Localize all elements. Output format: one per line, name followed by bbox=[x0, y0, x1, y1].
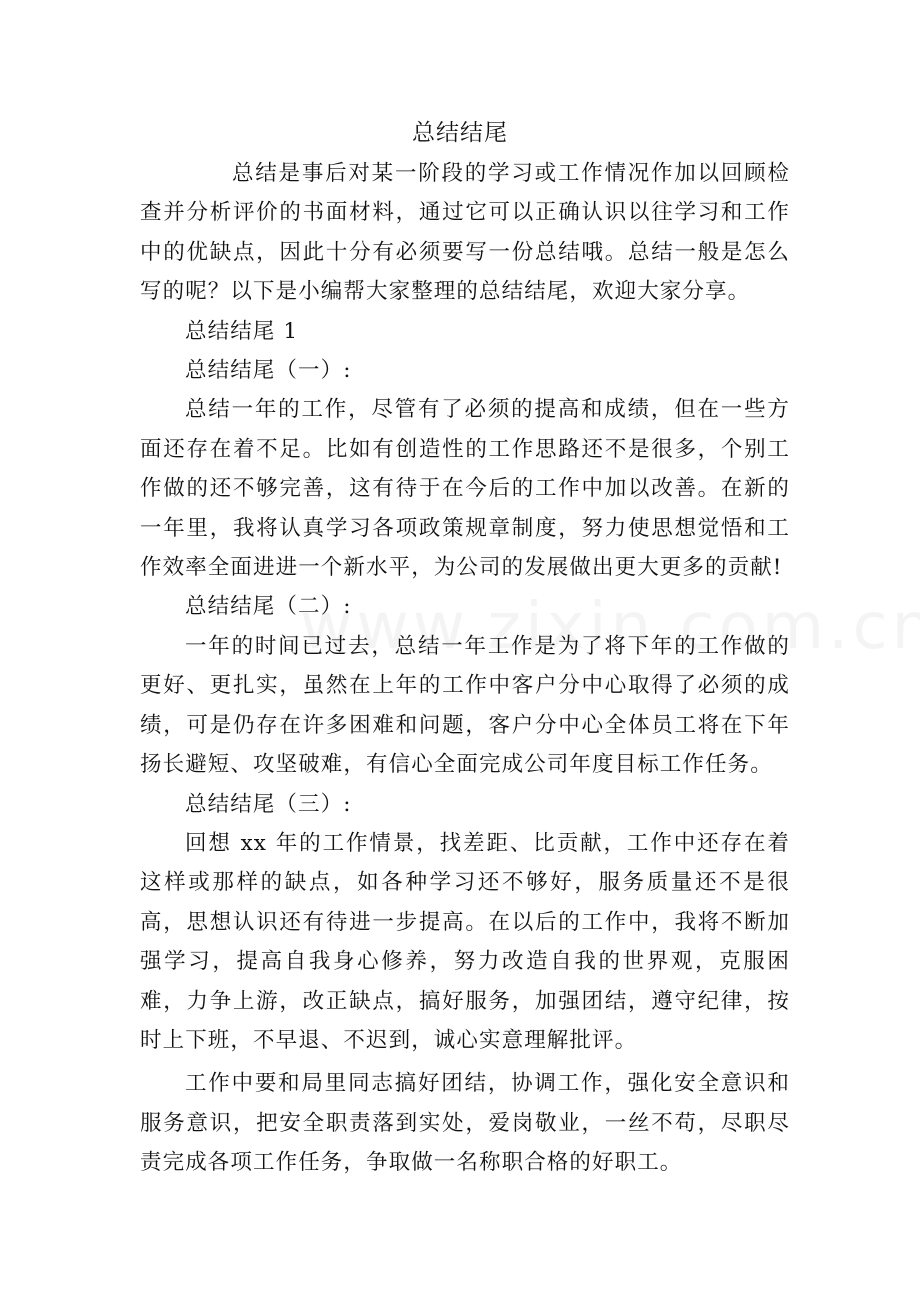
document-title: 总结结尾 bbox=[412, 120, 508, 146]
section-heading-1: 总结结尾 1 bbox=[185, 318, 299, 344]
document-body bbox=[140, 154, 790, 1183]
intro-paragraph: 总结是事后对某一阶段的学习或工作情况作加以回顾检查并分析评价的书面材料，通过它可以正确认识以往学习和工作中的优缺点，因此十分有必须要写一份总结哦。总结一般是怎么写的呢？以下是小编帮大家整理的总结结尾，欢迎大家分享。 bbox=[140, 161, 790, 305]
subsection-heading-three: 总结结尾（三）: bbox=[185, 791, 352, 817]
body-paragraph-two: 一年的时间已过去，总结一年工作是为了将下年的工作做的更好、更扎实，虽然在上年的工作中客户分中心取得了必须的成绩，可是仍存在许多困难和问题，客户分中心全体员工将在下年扬长避短、攻坚破难，有信心全面完成公司年度目标工作任务。 bbox=[140, 633, 790, 778]
body-paragraph-three: 回想 xx 年的工作情景，找差距、比贡献，工作中还存在着这样或那样的缺点，如各种学习还不够好，服务质量还不是很高，思想认识还有待进一步提高。在以后的工作中，我将不断加强学习，提高自我身心修养，努力改造自我的世界观，克服困难，力争上游，改正缺点，搞好服务，加强团结，遵守纪律，按时上下班，不早退、不迟到，诚心实意理解批评。 bbox=[140, 830, 790, 1053]
subsection-heading-two: 总结结尾（二）: bbox=[185, 594, 352, 620]
subsection-heading-one: 总结结尾（一）: bbox=[185, 358, 352, 384]
body-paragraph-four: 工作中要和局里同志搞好团结，协调工作，强化安全意识和服务意识，把安全职责落到实处，爱岗敬业，一丝不苟，尽职尽责完成各项工作任务，争取做一名称职合格的好职工。 bbox=[140, 1071, 790, 1176]
body-paragraph-one: 总结一年的工作，尽管有了必须的提高和成绩，但在一些方面还存在着不足。比如有创造性的工作思路还不是很多，个别工作做的还不够完善，这有待于在今后的工作中加以改善。在新的一年里，我将认真学习各项政策规章制度，努力使思想觉悟和工作效率全面进进一个新水平，为公司的发展做出更大更多的贡献! bbox=[140, 397, 790, 581]
